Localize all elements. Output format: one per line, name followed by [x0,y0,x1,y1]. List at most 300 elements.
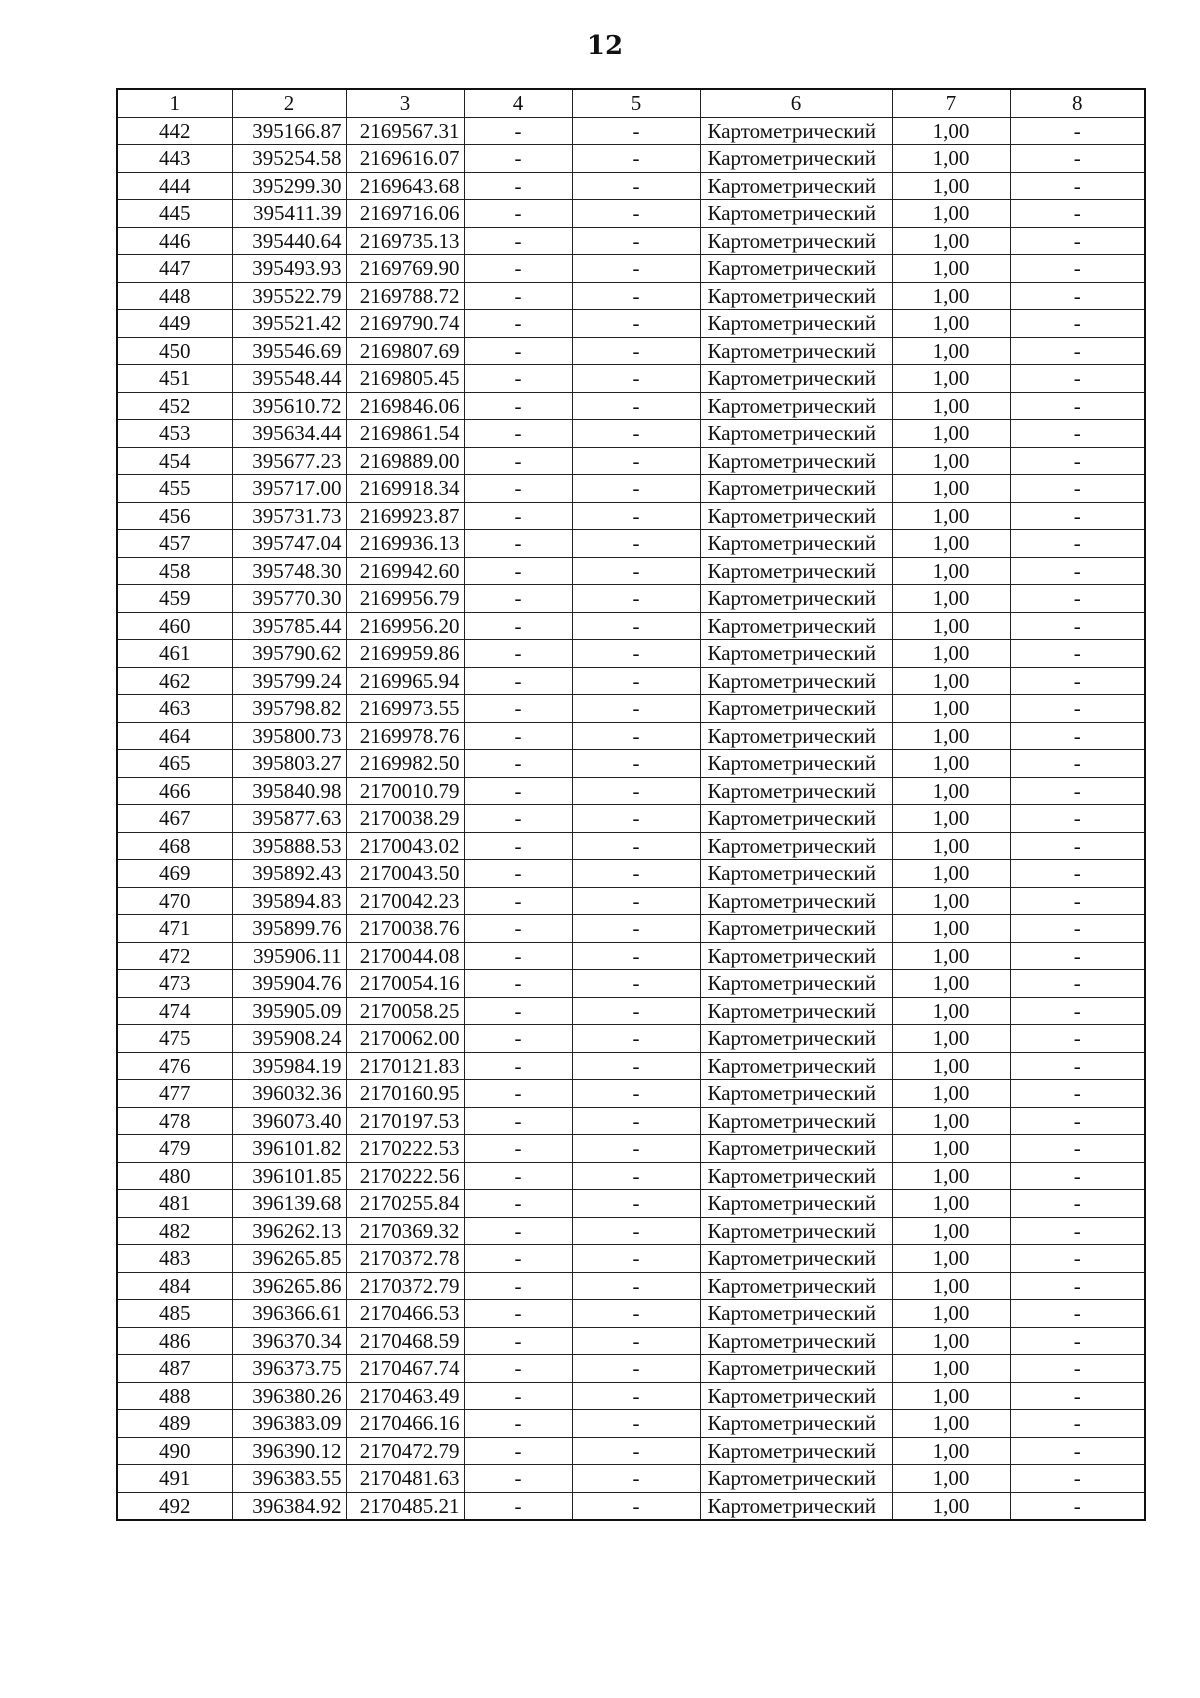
column-5-cell: - [572,1245,700,1273]
column-4-cell: - [464,942,572,970]
x-coordinate-cell: 395905.09 [232,997,346,1025]
method-cell: Картометрический [700,860,892,888]
method-cell: Картометрический [700,227,892,255]
y-coordinate-cell: 2170062.00 [346,1025,464,1053]
column-5-cell: - [572,1300,700,1328]
y-coordinate-cell: 2170372.78 [346,1245,464,1273]
accuracy-cell: 1,00 [892,365,1010,393]
x-coordinate-cell: 396101.85 [232,1162,346,1190]
column-5-cell: - [572,475,700,503]
accuracy-cell: 1,00 [892,1245,1010,1273]
column-8-cell: - [1010,1162,1145,1190]
column-8-cell: - [1010,502,1145,530]
point-number-cell: 444 [117,172,232,200]
x-coordinate-cell: 396366.61 [232,1300,346,1328]
x-coordinate-cell: 395800.73 [232,722,346,750]
table-row [117,612,1145,640]
x-coordinate-cell: 396384.92 [232,1492,346,1520]
method-cell: Картометрический [700,942,892,970]
x-coordinate-cell: 396390.12 [232,1437,346,1465]
accuracy-cell: 1,00 [892,997,1010,1025]
column-header: 7 [892,89,1010,117]
table-row [117,227,1145,255]
y-coordinate-cell: 2169846.06 [346,392,464,420]
point-number-cell: 451 [117,365,232,393]
y-coordinate-cell: 2170468.59 [346,1327,464,1355]
y-coordinate-cell: 2170222.56 [346,1162,464,1190]
column-4-cell: - [464,117,572,145]
point-number-cell: 460 [117,612,232,640]
y-coordinate-cell: 2170121.83 [346,1052,464,1080]
y-coordinate-cell: 2169807.69 [346,337,464,365]
column-5-cell: - [572,1272,700,1300]
method-cell: Картометрический [700,777,892,805]
column-4-cell: - [464,997,572,1025]
column-8-cell: - [1010,1135,1145,1163]
column-4-cell: - [464,1107,572,1135]
column-8-cell: - [1010,722,1145,750]
table-row [117,447,1145,475]
y-coordinate-cell: 2170042.23 [346,887,464,915]
x-coordinate-cell: 396262.13 [232,1217,346,1245]
y-coordinate-cell: 2170043.02 [346,832,464,860]
y-coordinate-cell: 2170372.79 [346,1272,464,1300]
column-8-cell: - [1010,1410,1145,1438]
method-cell: Картометрический [700,1410,892,1438]
column-5-cell: - [572,1025,700,1053]
y-coordinate-cell: 2169956.79 [346,585,464,613]
point-number-cell: 446 [117,227,232,255]
x-coordinate-cell: 395892.43 [232,860,346,888]
accuracy-cell: 1,00 [892,1217,1010,1245]
point-number-cell: 488 [117,1382,232,1410]
x-coordinate-cell: 395411.39 [232,200,346,228]
table-row [117,1217,1145,1245]
x-coordinate-cell: 395548.44 [232,365,346,393]
column-4-cell: - [464,1465,572,1493]
column-4-cell: - [464,1217,572,1245]
method-cell: Картометрический [700,750,892,778]
column-4-cell: - [464,1272,572,1300]
point-number-cell: 454 [117,447,232,475]
point-number-cell: 485 [117,1300,232,1328]
x-coordinate-cell: 395803.27 [232,750,346,778]
table-row [117,475,1145,503]
y-coordinate-cell: 2170466.16 [346,1410,464,1438]
column-5-cell: - [572,1217,700,1245]
y-coordinate-cell: 2169769.90 [346,255,464,283]
accuracy-cell: 1,00 [892,1107,1010,1135]
point-number-cell: 492 [117,1492,232,1520]
accuracy-cell: 1,00 [892,640,1010,668]
column-8-cell: - [1010,887,1145,915]
y-coordinate-cell: 2169788.72 [346,282,464,310]
column-4-cell: - [464,1300,572,1328]
point-number-cell: 456 [117,502,232,530]
method-cell: Картометрический [700,585,892,613]
accuracy-cell: 1,00 [892,667,1010,695]
table-row [117,585,1145,613]
column-header: 3 [346,89,464,117]
method-cell: Картометрический [700,1190,892,1218]
column-8-cell: - [1010,667,1145,695]
method-cell: Картометрический [700,1327,892,1355]
column-5-cell: - [572,667,700,695]
x-coordinate-cell: 395840.98 [232,777,346,805]
table-row [117,722,1145,750]
table-row [117,640,1145,668]
point-number-cell: 449 [117,310,232,338]
table-row [117,1190,1145,1218]
column-8-cell: - [1010,750,1145,778]
accuracy-cell: 1,00 [892,777,1010,805]
column-8-cell: - [1010,1080,1145,1108]
method-cell: Картометрический [700,997,892,1025]
x-coordinate-cell: 395521.42 [232,310,346,338]
column-8-cell: - [1010,117,1145,145]
column-4-cell: - [464,282,572,310]
table-row [117,200,1145,228]
column-5-cell: - [572,1080,700,1108]
column-4-cell: - [464,1245,572,1273]
y-coordinate-cell: 2170038.76 [346,915,464,943]
accuracy-cell: 1,00 [892,200,1010,228]
table-row [117,502,1145,530]
method-cell: Картометрический [700,612,892,640]
column-4-cell: - [464,640,572,668]
y-coordinate-cell: 2169567.31 [346,117,464,145]
point-number-cell: 470 [117,887,232,915]
column-4-cell: - [464,1382,572,1410]
x-coordinate-cell: 395770.30 [232,585,346,613]
method-cell: Картометрический [700,1465,892,1493]
method-cell: Картометрический [700,1245,892,1273]
method-cell: Картометрический [700,282,892,310]
accuracy-cell: 1,00 [892,860,1010,888]
point-number-cell: 490 [117,1437,232,1465]
column-8-cell: - [1010,695,1145,723]
accuracy-cell: 1,00 [892,887,1010,915]
column-header: 8 [1010,89,1145,117]
method-cell: Картометрический [700,255,892,283]
y-coordinate-cell: 2170197.53 [346,1107,464,1135]
x-coordinate-cell: 395610.72 [232,392,346,420]
point-number-cell: 447 [117,255,232,283]
method-cell: Картометрический [700,1025,892,1053]
point-number-cell: 481 [117,1190,232,1218]
point-number-cell: 467 [117,805,232,833]
column-5-cell: - [572,1465,700,1493]
column-4-cell: - [464,200,572,228]
table-row [117,117,1145,145]
accuracy-cell: 1,00 [892,1080,1010,1108]
point-number-cell: 471 [117,915,232,943]
column-5-cell: - [572,1382,700,1410]
y-coordinate-cell: 2169861.54 [346,420,464,448]
x-coordinate-cell: 395677.23 [232,447,346,475]
method-cell: Картометрический [700,832,892,860]
accuracy-cell: 1,00 [892,1272,1010,1300]
x-coordinate-cell: 396373.75 [232,1355,346,1383]
column-4-cell: - [464,667,572,695]
method-cell: Картометрический [700,667,892,695]
column-5-cell: - [572,942,700,970]
column-4-cell: - [464,1052,572,1080]
x-coordinate-cell: 395299.30 [232,172,346,200]
column-5-cell: - [572,915,700,943]
column-5-cell: - [572,392,700,420]
table-row [117,1162,1145,1190]
accuracy-cell: 1,00 [892,1382,1010,1410]
y-coordinate-cell: 2170054.16 [346,970,464,998]
table-row [117,1272,1145,1300]
column-8-cell: - [1010,227,1145,255]
y-coordinate-cell: 2170467.74 [346,1355,464,1383]
column-4-cell: - [464,392,572,420]
column-8-cell: - [1010,530,1145,558]
column-8-cell: - [1010,447,1145,475]
y-coordinate-cell: 2170043.50 [346,860,464,888]
point-number-cell: 487 [117,1355,232,1383]
point-number-cell: 453 [117,420,232,448]
column-5-cell: - [572,970,700,998]
x-coordinate-cell: 396370.34 [232,1327,346,1355]
point-number-cell: 459 [117,585,232,613]
column-4-cell: - [464,557,572,585]
column-5-cell: - [572,1327,700,1355]
method-cell: Картометрический [700,1492,892,1520]
method-cell: Картометрический [700,1437,892,1465]
table-row [117,1355,1145,1383]
column-5-cell: - [572,1410,700,1438]
column-4-cell: - [464,1135,572,1163]
column-8-cell: - [1010,172,1145,200]
column-4-cell: - [464,447,572,475]
accuracy-cell: 1,00 [892,282,1010,310]
method-cell: Картометрический [700,1300,892,1328]
y-coordinate-cell: 2170255.84 [346,1190,464,1218]
column-8-cell: - [1010,1052,1145,1080]
column-4-cell: - [464,1355,572,1383]
column-5-cell: - [572,255,700,283]
accuracy-cell: 1,00 [892,1465,1010,1493]
method-cell: Картометрический [700,722,892,750]
point-number-cell: 458 [117,557,232,585]
method-cell: Картометрический [700,1080,892,1108]
method-cell: Картометрический [700,1162,892,1190]
table-row [117,310,1145,338]
column-4-cell: - [464,145,572,173]
method-cell: Картометрический [700,887,892,915]
column-8-cell: - [1010,1465,1145,1493]
x-coordinate-cell: 395904.76 [232,970,346,998]
column-5-cell: - [572,145,700,173]
column-4-cell: - [464,1190,572,1218]
column-8-cell: - [1010,805,1145,833]
accuracy-cell: 1,00 [892,420,1010,448]
y-coordinate-cell: 2170160.95 [346,1080,464,1108]
column-8-cell: - [1010,1300,1145,1328]
table-row [117,1327,1145,1355]
method-cell: Картометрический [700,502,892,530]
column-4-cell: - [464,915,572,943]
column-4-cell: - [464,530,572,558]
accuracy-cell: 1,00 [892,915,1010,943]
point-number-cell: 480 [117,1162,232,1190]
column-5-cell: - [572,695,700,723]
method-cell: Картометрический [700,365,892,393]
column-8-cell: - [1010,1382,1145,1410]
column-5-cell: - [572,557,700,585]
accuracy-cell: 1,00 [892,557,1010,585]
accuracy-cell: 1,00 [892,255,1010,283]
method-cell: Картометрический [700,1135,892,1163]
x-coordinate-cell: 395984.19 [232,1052,346,1080]
x-coordinate-cell: 395440.64 [232,227,346,255]
accuracy-cell: 1,00 [892,502,1010,530]
column-5-cell: - [572,1355,700,1383]
table-row [117,365,1145,393]
y-coordinate-cell: 2170044.08 [346,942,464,970]
x-coordinate-cell: 395522.79 [232,282,346,310]
column-5-cell: - [572,1107,700,1135]
accuracy-cell: 1,00 [892,805,1010,833]
x-coordinate-cell: 395799.24 [232,667,346,695]
y-coordinate-cell: 2169918.34 [346,475,464,503]
x-coordinate-cell: 395877.63 [232,805,346,833]
column-4-cell: - [464,502,572,530]
x-coordinate-cell: 395888.53 [232,832,346,860]
table-row [117,392,1145,420]
column-5-cell: - [572,310,700,338]
page-number: 12 [586,31,624,61]
y-coordinate-cell: 2170472.79 [346,1437,464,1465]
column-4-cell: - [464,1492,572,1520]
column-5-cell: - [572,997,700,1025]
column-8-cell: - [1010,612,1145,640]
y-coordinate-cell: 2169643.68 [346,172,464,200]
column-8-cell: - [1010,1025,1145,1053]
column-4-cell: - [464,337,572,365]
table-row [117,255,1145,283]
accuracy-cell: 1,00 [892,722,1010,750]
column-8-cell: - [1010,585,1145,613]
column-8-cell: - [1010,942,1145,970]
method-cell: Картометрический [700,392,892,420]
method-cell: Картометрический [700,337,892,365]
point-number-cell: 466 [117,777,232,805]
method-cell: Картометрический [700,557,892,585]
column-4-cell: - [464,695,572,723]
column-5-cell: - [572,365,700,393]
table-row [117,970,1145,998]
column-8-cell: - [1010,392,1145,420]
table-row [117,1025,1145,1053]
column-8-cell: - [1010,832,1145,860]
table-row [117,1437,1145,1465]
column-4-cell: - [464,612,572,640]
x-coordinate-cell: 396265.85 [232,1245,346,1273]
method-cell: Картометрический [700,915,892,943]
table-row [117,915,1145,943]
column-5-cell: - [572,1492,700,1520]
column-4-cell: - [464,1080,572,1108]
y-coordinate-cell: 2170222.53 [346,1135,464,1163]
table-row [117,1410,1145,1438]
column-4-cell: - [464,172,572,200]
method-cell: Картометрический [700,530,892,558]
table-row [117,1245,1145,1273]
column-8-cell: - [1010,475,1145,503]
column-4-cell: - [464,585,572,613]
method-cell: Картометрический [700,1382,892,1410]
column-5-cell: - [572,447,700,475]
accuracy-cell: 1,00 [892,392,1010,420]
column-4-cell: - [464,887,572,915]
column-4-cell: - [464,475,572,503]
method-cell: Картометрический [700,475,892,503]
column-4-cell: - [464,1162,572,1190]
accuracy-cell: 1,00 [892,227,1010,255]
column-header: 5 [572,89,700,117]
point-number-cell: 452 [117,392,232,420]
column-5-cell: - [572,1135,700,1163]
x-coordinate-cell: 396383.09 [232,1410,346,1438]
column-5-cell: - [572,117,700,145]
method-cell: Картометрический [700,970,892,998]
y-coordinate-cell: 2170481.63 [346,1465,464,1493]
y-coordinate-cell: 2170058.25 [346,997,464,1025]
method-cell: Картометрический [700,200,892,228]
x-coordinate-cell: 395166.87 [232,117,346,145]
column-8-cell: - [1010,1355,1145,1383]
point-number-cell: 469 [117,860,232,888]
column-8-cell: - [1010,860,1145,888]
point-number-cell: 455 [117,475,232,503]
column-5-cell: - [572,530,700,558]
column-8-cell: - [1010,1437,1145,1465]
method-cell: Картометрический [700,1052,892,1080]
column-8-cell: - [1010,1492,1145,1520]
column-5-cell: - [572,200,700,228]
column-5-cell: - [572,1190,700,1218]
column-4-cell: - [464,970,572,998]
accuracy-cell: 1,00 [892,612,1010,640]
column-8-cell: - [1010,1217,1145,1245]
column-8-cell: - [1010,1245,1145,1273]
column-4-cell: - [464,777,572,805]
column-8-cell: - [1010,420,1145,448]
y-coordinate-cell: 2169923.87 [346,502,464,530]
column-5-cell: - [572,420,700,448]
method-cell: Картометрический [700,695,892,723]
point-number-cell: 486 [117,1327,232,1355]
column-8-cell: - [1010,970,1145,998]
y-coordinate-cell: 2169716.06 [346,200,464,228]
column-4-cell: - [464,255,572,283]
table-header-row [117,89,1145,117]
point-number-cell: 450 [117,337,232,365]
table-row [117,530,1145,558]
table-row [117,282,1145,310]
point-number-cell: 464 [117,722,232,750]
method-cell: Картометрический [700,805,892,833]
method-cell: Картометрический [700,1217,892,1245]
column-5-cell: - [572,1162,700,1190]
column-8-cell: - [1010,997,1145,1025]
column-4-cell: - [464,860,572,888]
method-cell: Картометрический [700,117,892,145]
